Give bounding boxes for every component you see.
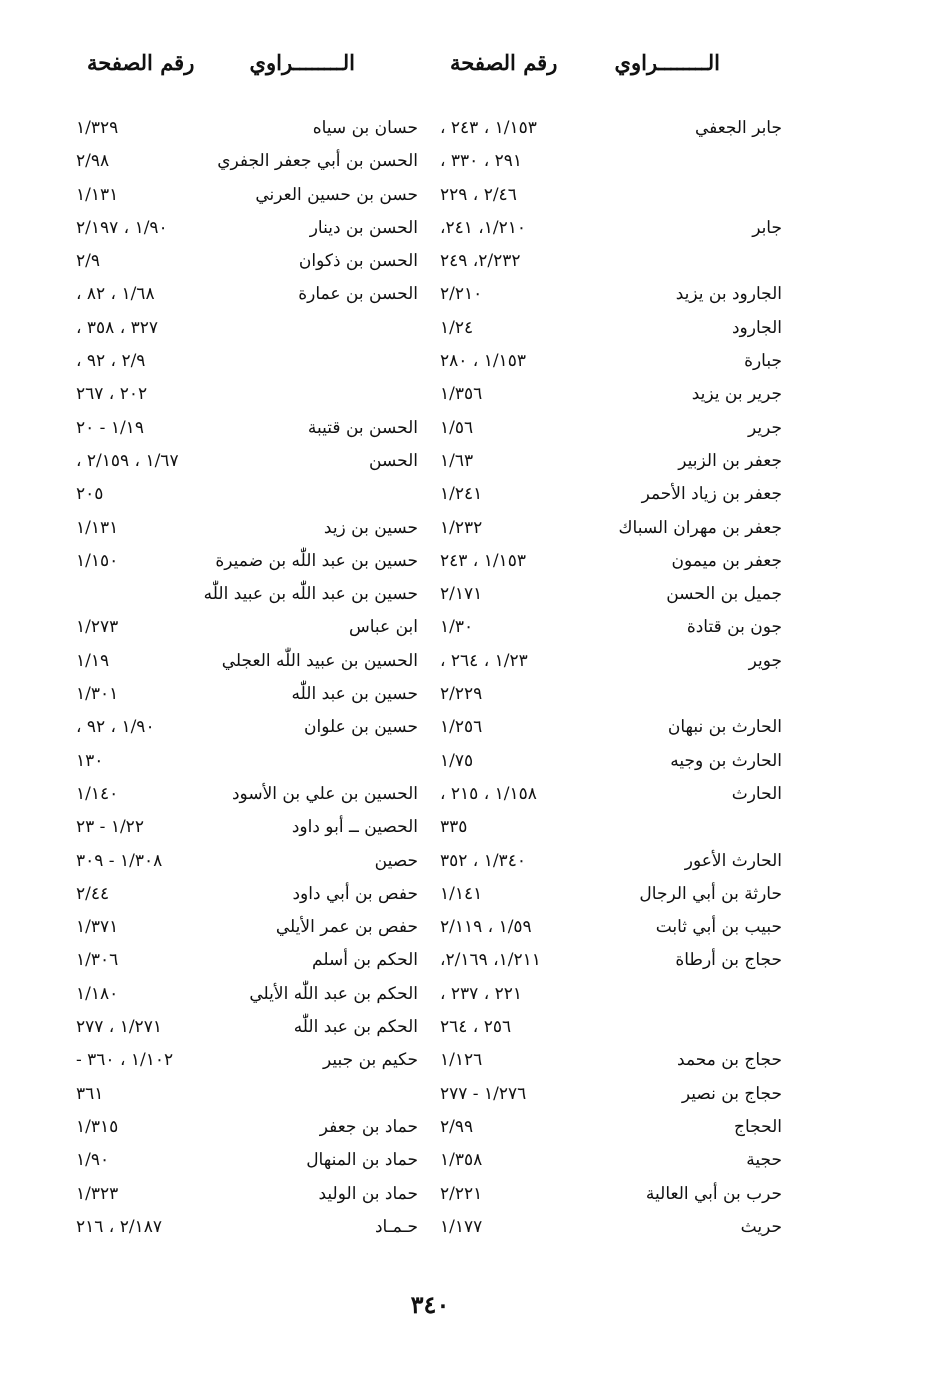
page-ref-cell: ٢/٢٢٩ [440,684,483,705]
narrator-cell: حماد بن الوليد [318,1183,418,1204]
index-table [0,112,930,1244]
table-row [0,811,930,844]
page-ref-cell: ١/٣٥٨ [440,1150,483,1171]
page-ref-cell: ١/١٥٨ ، ٢١٥ ، [440,783,537,804]
page-ref-cell: ٢/٩٨ [76,151,110,172]
narrator-cell: حجاج بن محمد [677,1050,782,1071]
narrator-cell: حجاج بن أرطاة [675,950,782,971]
table-row [0,778,930,811]
narrator-cell: الجارود بن يزيد [675,284,782,305]
narrator-cell: الجارود [731,317,782,338]
page-ref-cell: ٢/١٧١ [440,584,483,605]
table-row [0,179,930,212]
narrator-cell: جوير [748,650,782,671]
page-ref-cell: ١/١٥٣ ، ٢٨٠ [440,351,526,372]
narrator-cell: الحسين بن علي بن الأسود [231,783,418,804]
narrator-cell: حماد بن المنهال [306,1150,418,1171]
table-row [0,878,930,911]
page-ref-cell: ٢٥٦ ، ٢٦٤ [440,1017,512,1038]
page-ref-cell: ١/٢٧٣ [76,617,119,638]
page-ref-cell: ١/٥٦ [440,417,474,438]
page-ref-cell: ٣٣٥ [440,817,468,838]
table-row [0,1111,930,1144]
table-row [0,112,930,145]
narrator-cell: حـمـاد [374,1216,418,1237]
page-ref-cell: ١/٣١٥ [76,1116,119,1137]
table-row [0,1178,930,1211]
narrator-cell: الحارث [731,783,782,804]
table-row [0,145,930,178]
narrator-cell: حرب بن أبي العالية [645,1183,782,1204]
page-ref-cell: ٢/٤٤ [76,883,110,904]
narrator-cell: جعفر بن مهران السباك [618,517,782,538]
page-ref-cell: ١/١٢٦ [440,1050,483,1071]
page-ref-cell: ١/٦٨ ، ٨٢ ، [76,284,155,305]
narrator-cell: حجاج بن نصير [681,1083,782,1104]
page-ref-cell: ١/٣٥٦ [440,384,483,405]
page-ref-cell: ٢/٩٩ [440,1116,474,1137]
narrator-cell: الحارث بن وجيه [670,750,782,771]
table-row [0,378,930,411]
narrator-cell: الحكم بن عبد اللّٰه [293,1017,418,1038]
page-ref-cell: ٢٠٢ ، ٢٦٧ [76,384,148,405]
page-ref-cell: ٢/٤٦ ، ٢٢٩ [440,184,517,205]
table-row [0,1078,930,1111]
narrator-cell: الحسن بن دينار [309,217,418,238]
narrator-cell: حكيم بن جبير [323,1050,418,1071]
narrator-cell: حفص بن عمر الأيلي [275,917,418,938]
page-ref-cell: ٢/٩ ، ٩٢ ، [76,351,146,372]
narrator-cell: حسين بن زيد [323,517,418,538]
narrator-cell: حصين [374,850,418,871]
narrator-cell: الحسن [369,450,418,471]
narrator-cell: حسن بن حسين العرني [255,184,418,205]
page-ref-cell: ١/١٣١ [76,517,119,538]
narrator-cell: الحصين ــ أبو داود [291,817,418,838]
narrator-cell: الحجاج [733,1116,782,1137]
page-ref-cell: ١/١٨٠ [76,983,119,1004]
narrator-cell: الحكم بن أسلم [312,950,418,971]
table-row [0,678,930,711]
header-narrator-left: الــــــــراوي [249,50,355,75]
narrator-cell: حبيب بن أبي ثابت [655,917,782,938]
table-row [0,978,930,1011]
table-row [0,611,930,644]
narrator-cell: الحسن بن قتيبة [307,417,418,438]
table-row [0,578,930,611]
narrator-cell: حفص بن أبي داود [292,883,418,904]
page-ref-cell: ١/٢٤ [440,317,474,338]
table-row [0,645,930,678]
page-ref-cell: ١/٣٢٣ [76,1183,119,1204]
page-ref-cell: ١/٩٠ ، ٩٢ ، [76,717,155,738]
narrator-cell: حسين بن عبد اللّٰه بن عبيد اللّٰه [203,584,418,605]
table-row [0,312,930,345]
table-row [0,412,930,445]
narrator-cell: جعفر بن الزبير [678,450,782,471]
table-row [0,1044,930,1077]
page-ref-cell: ١/١٩ - ٢٠ [76,417,144,438]
header-narrator-right: الــــــــراوي [614,50,720,75]
narrator-cell: الحكم بن عبد اللّٰه الأيلي [249,983,418,1004]
narrator-cell: جرير بن يزيد [691,384,782,405]
page-ref-cell: ١/١٩ [76,650,110,671]
narrator-cell: جابر الجعفي [694,118,782,138]
page-ref-cell: ١/٢٣ ، ٢٦٤ ، [440,650,528,671]
table-row [0,512,930,545]
page-ref-cell: ٢٢١ ، ٢٣٧ ، [440,983,522,1004]
table-row [0,212,930,245]
narrator-cell: جبارة [744,351,782,372]
narrator-cell: الحارث بن نبهان [667,717,782,738]
page-ref-cell: ٣٦١ [76,1083,104,1104]
page-ref-cell: ١/٩٠ [76,1150,110,1171]
narrator-cell: حريث [740,1216,782,1237]
narrator-cell: حسان بن سياه [312,118,418,138]
page-ref-cell: ١٣٠ [76,750,104,771]
page-ref-cell: ١/١٧٧ [440,1216,483,1237]
narrator-cell: جميل بن الحسن [666,584,782,605]
narrator-cell: حماد بن جعفر [319,1116,418,1137]
page-ref-cell: ١/١٥٣ ، ٢٤٣ [440,550,526,571]
table-row [0,345,930,378]
page-ref-cell: ١/٢٢ - ٢٣ [76,817,144,838]
table-row [0,845,930,878]
page-ref-cell: ١/٣٠٦ [76,950,119,971]
narrator-cell: حارثة بن أبي الرجال [639,883,782,904]
page-ref-cell: ١/٦٣ [440,450,474,471]
page-ref-cell: ١/٣٠ [440,617,474,638]
narrator-cell: حسين بن عبد اللّٰه [291,684,418,705]
page-number: ٣٤٠ [410,1290,450,1319]
narrator-cell: جعفر بن زياد الأحمر [641,484,782,505]
narrator-cell: حسين بن علوان [304,717,418,738]
page-ref-cell: ١/١٠٢ ، ٣٦٠ - [76,1050,174,1071]
page-ref-cell: ١/٣٤٠ ، ٣٥٢ [440,850,526,871]
table-row [0,1211,930,1244]
page-ref-cell: ٢/٢٣٢، ٢٤٩ [440,251,521,272]
page-ref-cell: ٢٠٥ [76,484,104,505]
page-ref-cell: ١/٦٧ ، ٢/١٥٩ ، [76,450,179,471]
table-row [0,745,930,778]
page-ref-cell: ١/١٤٠ [76,783,119,804]
page-ref-cell: ١/٢٣٢ [440,517,483,538]
page-ref-cell: ٢/٢٢١ [440,1183,483,1204]
page-ref-cell: ١/١٥٣ ، ٢٤٣ ، [440,118,537,138]
header-page-left: رقم الصفحة [87,50,195,75]
page-ref-cell: ١/٣٠١ [76,684,119,705]
page-ref-cell: ١/٣٢٩ [76,118,119,138]
table-row [0,245,930,278]
page-ref-cell: ١/٢١١، ٢/١٦٩، [440,950,541,971]
page-ref-cell: ١/٢٧١ ، ٢٧٧ [76,1017,162,1038]
narrator-cell: ابن عباس [348,617,418,638]
narrator-cell: الحسن بن ذكوان [298,251,418,272]
narrator-cell: حجية [746,1150,782,1171]
table-row [0,711,930,744]
header-page-right: رقم الصفحة [450,50,558,75]
narrator-cell: جرير [748,417,782,438]
narrator-cell: جابر [752,217,782,238]
page-ref-cell: ١/١٥٠ [76,550,119,571]
table-row [0,1144,930,1177]
narrator-cell: جعفر بن ميمون [671,550,782,571]
table-row [0,278,930,311]
page-ref-cell: ١/٣٧١ [76,917,119,938]
narrator-cell: الحسن بن أبي جعفر الجفري [217,151,418,172]
page-ref-cell [76,578,201,611]
table-row [0,445,930,478]
page-ref-cell: ١/١٤١ [440,883,483,904]
narrator-cell: حسين بن عبد اللّٰه بن ضميرة [215,550,418,571]
page-ref-cell: ١/٢٧٦ - ٢٧٧ [440,1083,527,1104]
page-ref-cell: ١/٩٠ ، ٢/١٩٧ [76,217,168,238]
table-row [0,1011,930,1044]
page-ref-cell: ٢/١٨٧ ، ٢١٦ [76,1216,162,1237]
page-ref-cell: ٢٩١ ، ٣٣٠ ، [440,151,522,172]
page-ref-cell: ١/٥٩ ، ٢/١١٩ [440,917,532,938]
page-ref-cell: ٣٢٧ ، ٣٥٨ ، [76,317,158,338]
narrator-cell: جون بن قتادة [686,617,782,638]
narrator-cell: الحارث الأعور [684,850,782,871]
page-ref-cell: ١/٧٥ [440,750,474,771]
page-ref-cell: ١/٣٠٨ - ٣٠٩ [76,850,163,871]
table-row [0,944,930,977]
narrator-cell: الحسن بن عمارة [298,284,418,305]
table-row [0,545,930,578]
page-ref-cell: ٢/٢١٠ [440,284,483,305]
page-ref-cell: ١/٢٥٦ [440,717,483,738]
page-ref-cell: ١/١٣١ [76,184,119,205]
page-ref-cell: ١/٢٤١ [440,484,483,505]
narrator-cell: الحسين بن عبيد اللّٰه العجلي [221,650,418,671]
table-row [0,478,930,511]
page-ref-cell: ١/٢١٠، ٢٤١، [440,217,527,238]
page-ref-cell: ٢/٩ [76,251,100,272]
table-row [0,911,930,944]
